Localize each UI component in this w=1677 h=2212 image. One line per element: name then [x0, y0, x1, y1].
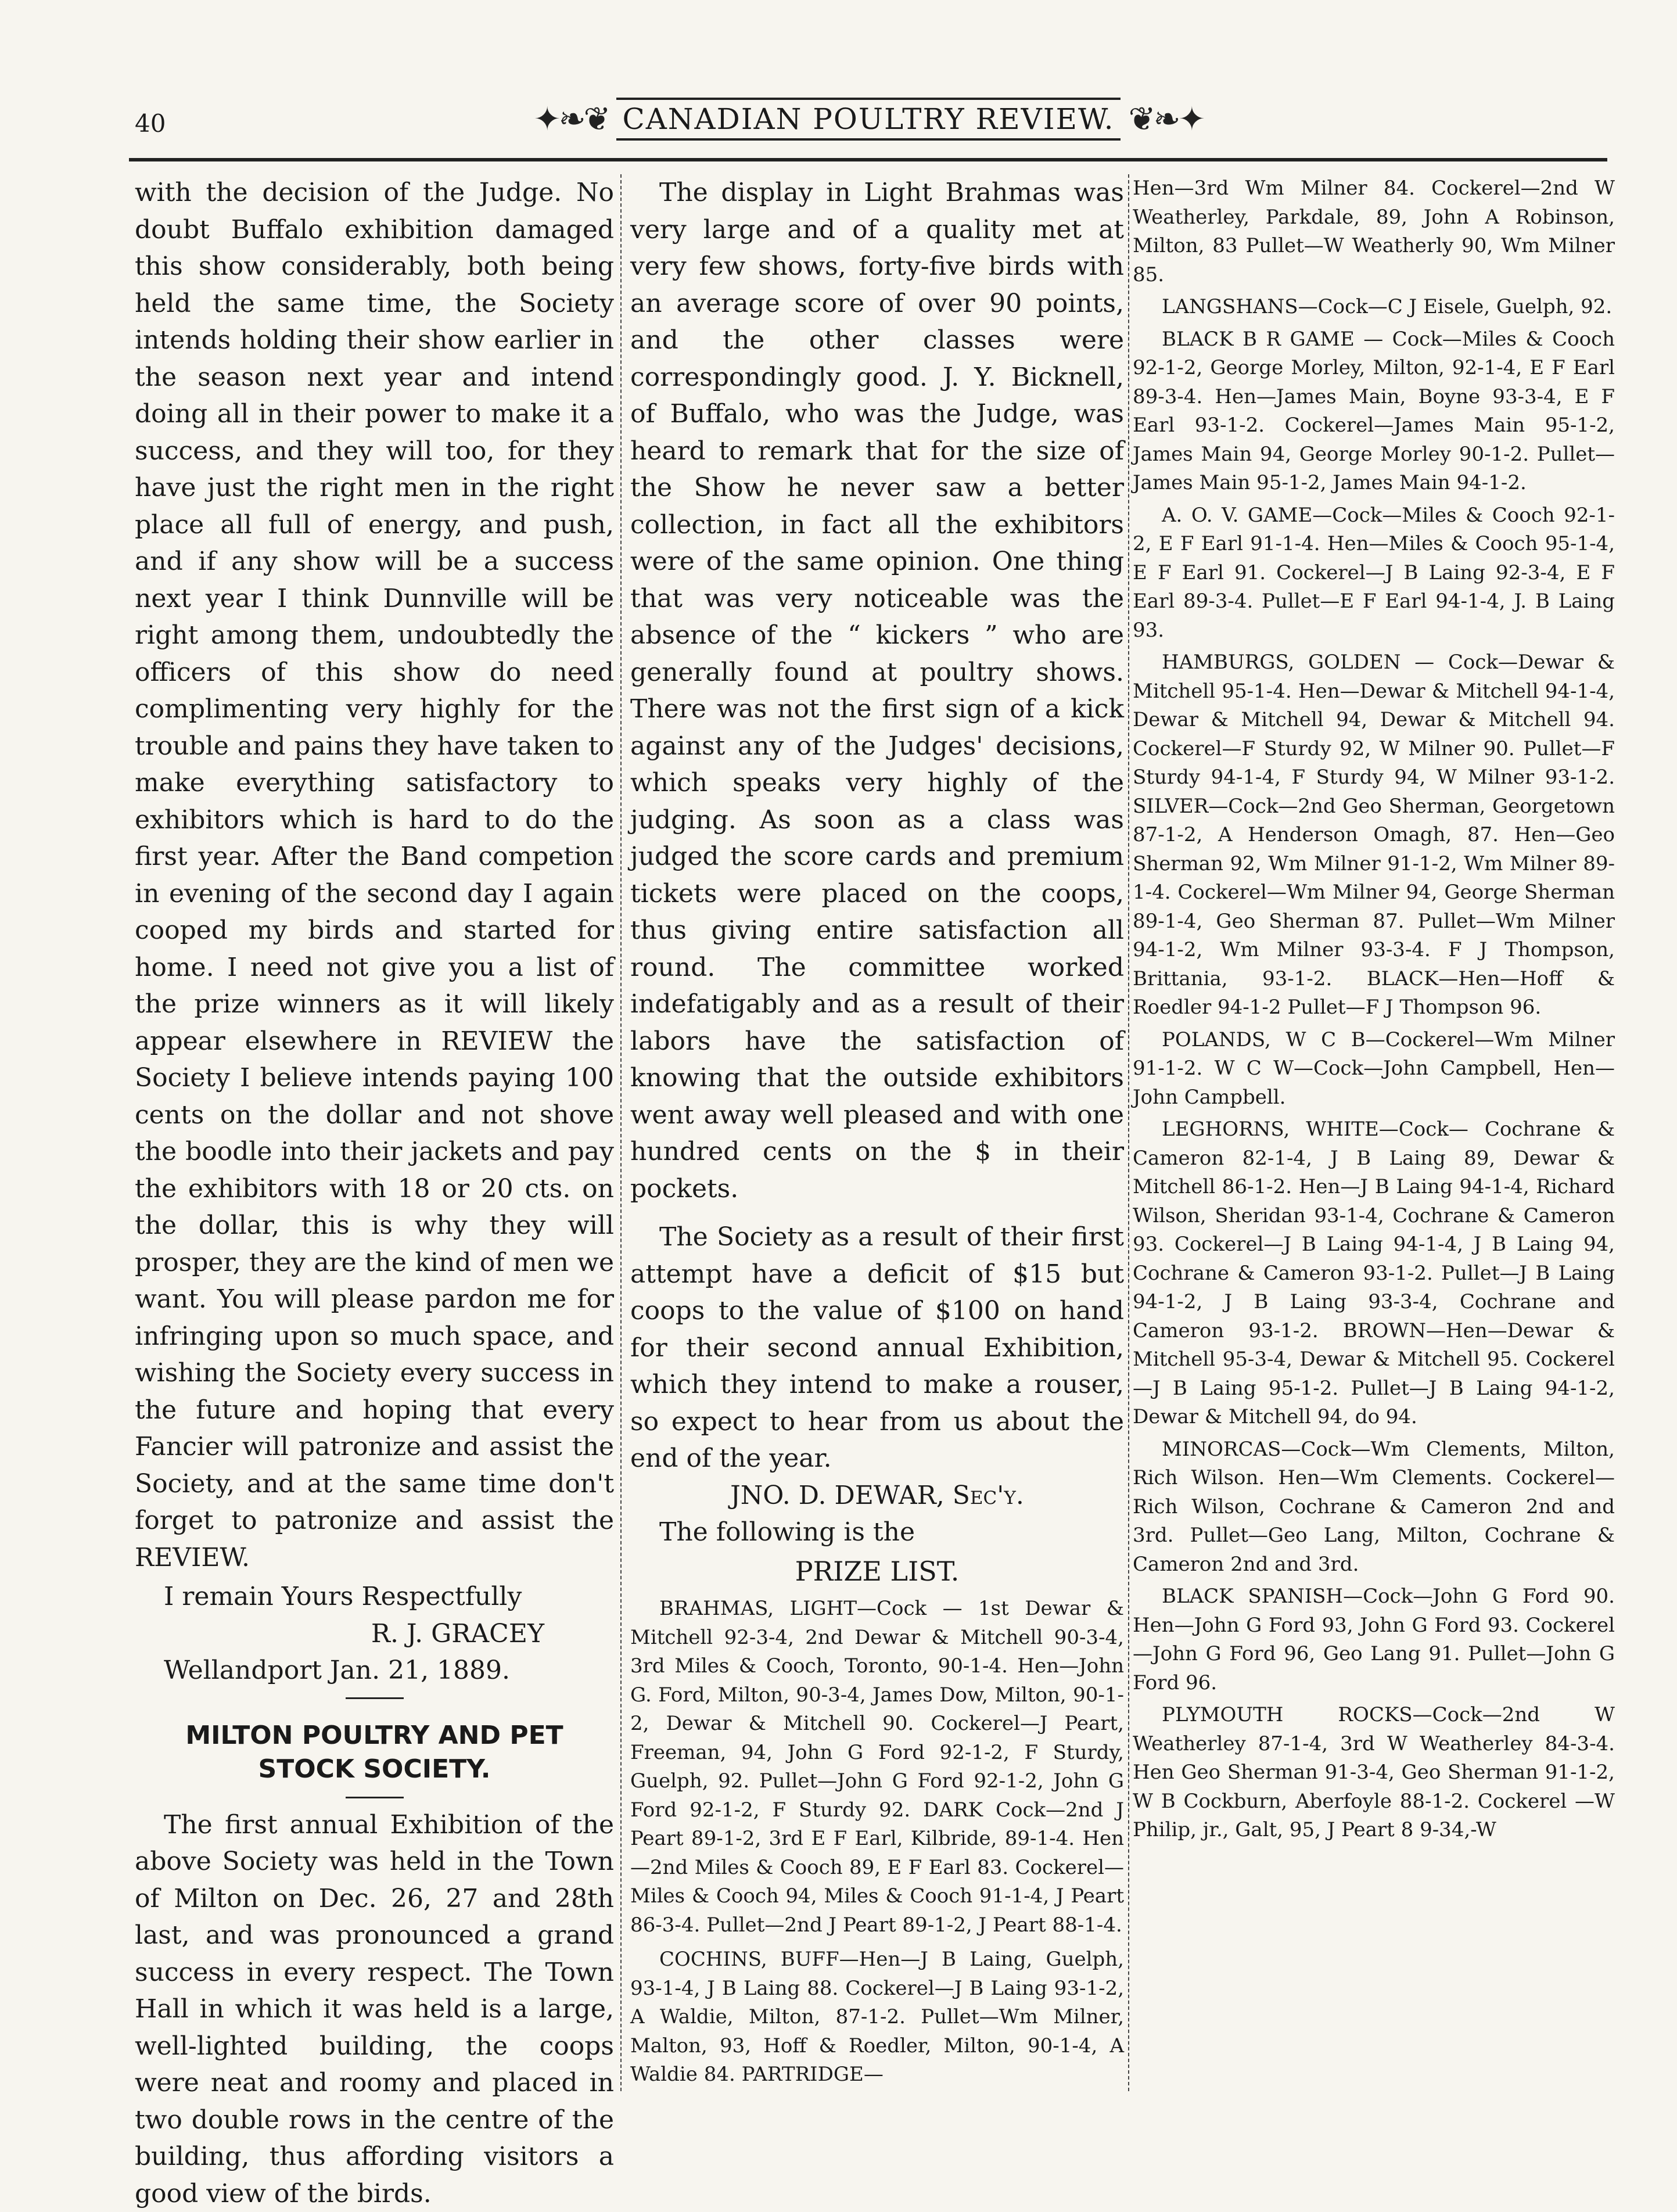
letter-paragraph: with the decision of the Judge. No doubt Buffalo exhibition damaged this show considerably, both being held the same time, the Society intends holding their show earlier in the season next year and intend doing all in their power to make it a success, and they will too, for they have just the right men in the right place all full of energy, and push, and if any show will be a success next year I think Dunnville will be right among them, undoubtedly the officers of this show do need complimenting very highly for the trouble and pains they have taken to make everything satisfactory to exhibitors which is hard to do the first year. After the Band competion in evening of the second day I again cooped my birds and started for home. I need not give you a list of the prize winners as it will likely appear elsewhere in REVIEW the Society I believe intends paying 100 cents on the dollar and not shove the boodle into their jackets and pay the exhibitors with 18 or 20 cts. on the dollar, this is why they will prosper, they are the kind of men we want. You will please pardon me for infringing upon so much space, and wishing the Society every success in the future and hoping that every Fancier will patronize and assist the Society, and at the same time don't forget to patronize and assist the REVIEW.	[135, 174, 614, 1576]
column-divider-1	[620, 174, 622, 2091]
article-paragraph: The first annual Exhibition of the above Society was held in the Town of Milton on Dec. 26, 27 and 28th last, and was pronounced a grand success in every respect. The Town Hall in which it was held is a large, well-lighted building, the coops were neat and roomy and placed in two double rows in the centre of the building, thus affording visitors a good view of the birds.	[135, 1807, 614, 2212]
prize-entry-brahmas: BRAHMAS, LIGHT—Cock — 1st Dewar & Mitchell 92-3-4, 2nd Dewar & Mitchell 90-3-4, 3rd Miles & Cooch, Toronto, 90-1-4. Hen—John G. Ford, Milton, 90-3-4, James Dow, Milton, 90-1-2, Dewar & Mitchell 90. Cockerel—J Peart, Freeman, 94, John G Ford 92-1-2, F Sturdy, Guelph, 92. Pullet—John G Ford 92-1-2, John G Ford 92-1-2, F Sturdy 92. DARK Cock—2nd J Peart 89-1-2, 3rd E F Earl, Kilbride, 89-1-4. Hen—2nd Miles & Cooch 89, E F Earl 83. Cockerel—Miles & Cooch 94, Miles & Cooch 91-1-4, J Peart 86-3-4. Pullet—2nd J Peart 89-1-2, J Peart 88-1-4.	[630, 1595, 1124, 1940]
letter-place-date: Wellandport Jan. 21, 1889.	[135, 1652, 614, 1689]
article-heading: MILTON POULTRY AND PET STOCK SOCIETY.	[135, 1719, 614, 1786]
secretary-signature: JNO. D. DEWAR, Sec'y.	[630, 1477, 1124, 1514]
letter-signature: R. J. GRACEY	[135, 1615, 614, 1653]
article-paragraph: The Society as a result of their first attempt have a deficit of $15 but coops to the value of $100 on hand for their second annual Exhibition, which they intend to make a rouser, so expect to hear from us about the end of the year.	[630, 1219, 1124, 1477]
prize-entry-minorcas: MINORCAS—Cock—Wm Clements, Milton, Rich Wilson. Hen—Wm Clements. Cockerel—Rich Wilson, Cochrane & Cameron 2nd and 3rd. Pullet—Geo Lang, Milton, Cochrane & Cameron 2nd and 3rd.	[1133, 1435, 1615, 1579]
article-paragraph: The display in Light Brahmas was very large and of a quality met at very few shows, forty-five birds with an average score of over 90 points, and the other classes were correspondingly good. J. Y. Bicknell, of Buffalo, who was the Judge, was heard to remark that for the size of the Show he never saw a better collection, in fact all the exhibitors were of the same opinion. One thing that was very noticeable was the absence of the “ kickers ” who are generally found at poultry shows. There was not the first sign of a kick against any of the Judges' decisions, which speaks very highly of the judging. As soon as a class was judged the score cards and premium tickets were placed on the coops, thus giving entire satisfaction all round. The committee worked indefatigably and as a result of their labors have the satisfaction of knowing that the outside exhibitors went away well pleased and with one hundred cents on the $ in their pockets.	[630, 174, 1124, 1207]
prize-entry-cochins: COCHINS, BUFF—Hen—J B Laing, Guelph, 93-1-4, J B Laing 88. Cockerel—J B Laing 93-1-2, A Waldie, Milton, 87-1-2. Pullet—Wm Milner, Malton, 93, Hoff & Roedler, Milton, 90-1-4, A Waldie 84. PARTRIDGE—	[630, 1945, 1124, 2089]
prize-entry-black-game: BLACK B R GAME — Cock—Miles & Cooch 92-1-2, George Morley, Milton, 92-1-4, E F Earl 89-3-4. Hen—James Main, Boyne 93-3-4, E F Earl 93-1-2. Cockerel—James Main 95-1-2, James Main 94, George Morley 90-1-2. Pullet—James Main 95-1-2, James Main 94-1-2.	[1133, 325, 1615, 498]
section-rule	[346, 1697, 404, 1699]
prize-entry-langshans: LANGSHANS—Cock—C J Eisele, Guelph, 92.	[1133, 293, 1615, 322]
column-1	[135, 174, 614, 2126]
prize-entry-black-spanish: BLACK SPANISH—Cock—John G Ford 90. Hen—John G Ford 93, John G Ford 93. Cockerel—John G Ford 96, Geo Lang 91. Pullet—John G Ford 96.	[1133, 1582, 1615, 1697]
column-3	[1133, 174, 1615, 2126]
publication-title: CANADIAN POULTRY REVIEW.	[616, 98, 1120, 141]
letter-closing: I remain Yours Respectfully	[135, 1578, 614, 1615]
prize-list-intro: The following is the	[630, 1514, 1124, 1551]
left-ornament-icon: ✦❧❦	[534, 100, 609, 138]
masthead	[598, 87, 1139, 151]
right-ornament-icon: ❦❧✦	[1129, 100, 1204, 138]
prize-entry-hamburgs: HAMBURGS, GOLDEN — Cock—Dewar & Mitchell 95-1-4. Hen—Dewar & Mitchell 94-1-4, Dewar & Mitchell 94, Dewar & Mitchell 94. Cockerel—F Sturdy 92, W Milner 90. Pullet—F Sturdy 94-1-4, F Sturdy 94, W Milner 93-1-2. SILVER—Cock—2nd Geo Sherman, Georgetown 87-1-2, A Henderson Omagh, 87. Hen—Geo Sherman 92, Wm Milner 91-1-2, Wm Milner 89-1-4. Cockerel—Wm Milner 94, George Sherman 89-1-4, Geo Sherman 87. Pullet—Wm Milner 94-1-2, Wm Milner 93-3-4. F J Thompson, Brittania, 93-1-2. BLACK—Hen—Hoff & Roedler 94-1-2 Pullet—F J Thompson 96.	[1133, 648, 1615, 1022]
prize-list-heading: PRIZE LIST.	[630, 1553, 1124, 1590]
column-divider-2	[1128, 174, 1129, 2091]
prize-entry-aov-game: A. O. V. GAME—Cock—Miles & Cooch 92-1-2, E F Earl 91-1-4. Hen—Miles & Cooch 95-1-4, E F Earl 91. Cockerel—J B Laing 92-3-4, E F Earl 89-3-4. Pullet—E F Earl 94-1-4, J. B Laing 93.	[1133, 501, 1615, 645]
prize-entry-plymouth-rocks: PLYMOUTH ROCKS—Cock—2nd W Weatherley 87-1-4, 3rd W Weatherley 84-3-4. Hen Geo Sherman 91-3-4, Geo Sherman 91-1-2, W B Cockburn, Aberfoyle 88-1-2. Cockerel —W Philip, jr., Galt, 95, J Peart 8 9-34,-W	[1133, 1701, 1615, 1845]
page-number: 40	[135, 109, 166, 138]
heading-rule	[346, 1797, 404, 1798]
prize-entry-polands: POLANDS, W C B—Cockerel—Wm Milner 91-1-2. W C W—Cock—John Campbell, Hen—John Campbell.	[1133, 1026, 1615, 1112]
prize-entry-partridge: Hen—3rd Wm Milner 84. Cockerel—2nd W Weatherley, Parkdale, 89, John A Robinson, Milton, 83 Pullet—W Weatherly 90, Wm Milner 85.	[1133, 174, 1615, 289]
prize-entry-leghorns: LEGHORNS, WHITE—Cock— Cochrane & Cameron 82-1-4, J B Laing 89, Dewar & Mitchell 86-1-2. Hen—J B Laing 94-1-4, Richard Wilson, Sheridan 93-1-4, Cochrane & Cameron 93. Cockerel—J B Laing 94-1-4, J B Laing 94, Cochrane & Cameron 93-1-2. Pullet—J B Laing 94-1-2, J B Laing 93-3-4, Cochrane and Cameron 93-1-2. BROWN—Hen—Dewar & Mitchell 95-3-4, Dewar & Mitchell 95. Cockerel—J B Laing 95-1-2. Pullet—J B Laing 94-1-2, Dewar & Mitchell 94, do 94.	[1133, 1115, 1615, 1432]
column-2	[630, 174, 1124, 2126]
header-rule	[129, 158, 1607, 161]
